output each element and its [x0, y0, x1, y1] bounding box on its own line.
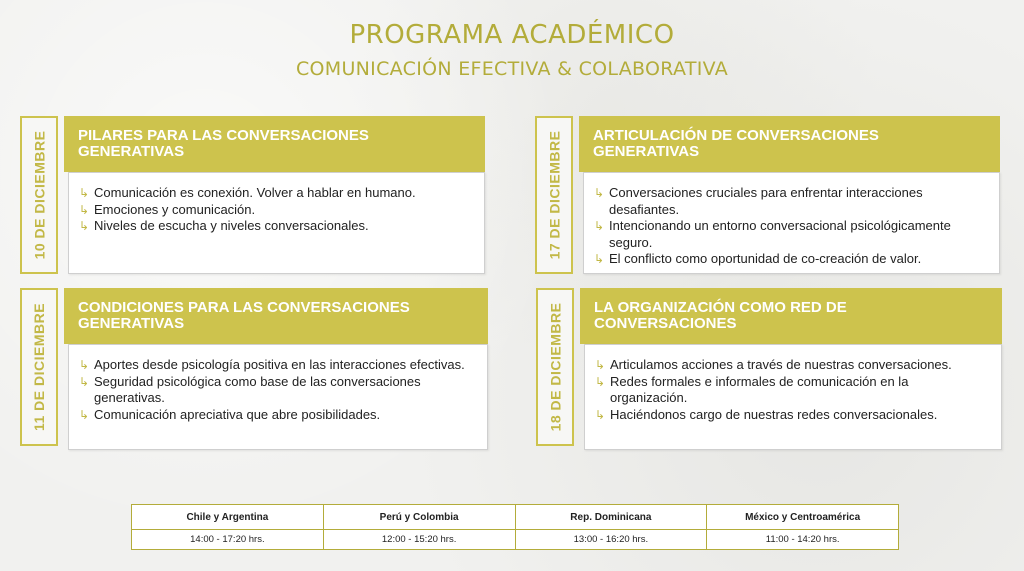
list-item	[79, 407, 473, 424]
arrow-return-icon: ↳	[594, 186, 605, 200]
list-item	[79, 185, 470, 202]
table-row	[132, 505, 899, 530]
arrow-return-icon: ↳	[594, 252, 605, 266]
module-title: CONDICIONES PARA LAS CONVERSACIONES GENERATIVAS	[64, 288, 488, 344]
module-2	[535, 116, 1000, 276]
date-label: 11 DE DICIEMBRE	[31, 302, 47, 432]
item-text: Emociones y comunicación.	[94, 201, 256, 217]
module-body	[68, 172, 485, 274]
page-subtitle: COMUNICACIÓN EFECTIVA & COLABORATIVA	[295, 58, 729, 80]
item-text: Intencionando un entorno conversacional psicológicamente seguro.	[609, 218, 951, 250]
module-3	[20, 288, 490, 450]
arrow-return-icon: ↳	[595, 358, 606, 372]
date-tab	[536, 288, 574, 446]
list-item	[594, 185, 985, 218]
time-cell: 13:00 - 16:20 hrs.	[515, 530, 707, 550]
item-text: Articulamos acciones a través de nuestras conversaciones.	[610, 357, 952, 372]
date-label: 18 DE DICIEMBRE	[547, 302, 564, 432]
item-text: Seguridad psicológica como base de las conversaciones generativas.	[94, 373, 421, 405]
date-tab	[535, 116, 573, 274]
arrow-return-icon: ↳	[594, 219, 605, 233]
date-label: 10 DE DICIEMBRE	[31, 130, 48, 260]
list-item	[595, 357, 987, 374]
country-header: Perú y Colombia	[323, 505, 515, 530]
list-item	[79, 374, 473, 407]
arrow-return-icon: ↳	[79, 358, 90, 372]
list-item	[79, 202, 470, 219]
module-1	[20, 116, 485, 276]
time-cell: 12:00 - 15:20 hrs.	[323, 530, 515, 550]
list-item	[594, 218, 985, 251]
item-text: El conflicto como oportunidad de co-creación de valor.	[609, 251, 922, 266]
country-header: Rep. Dominicana	[515, 505, 707, 530]
arrow-return-icon: ↳	[79, 219, 90, 233]
arrow-return-icon: ↳	[79, 202, 90, 217]
schedule-table	[131, 504, 899, 550]
list-item	[595, 374, 987, 407]
item-text: Comunicación es conexión. Volver a hablar en humano.	[94, 185, 416, 200]
module-body	[68, 344, 488, 450]
list-item	[594, 251, 985, 268]
arrow-return-icon: ↳	[79, 186, 90, 200]
item-text: Comunicación apreciativa que abre posibilidades.	[94, 406, 381, 422]
time-cell: 14:00 - 17:20 hrs.	[132, 530, 324, 550]
arrow-return-icon: ↳	[79, 374, 90, 389]
list-item	[79, 218, 470, 235]
module-body	[583, 172, 1000, 274]
item-text: Niveles de escucha y niveles conversacionales.	[94, 218, 369, 233]
module-title: LA ORGANIZACIÓN COMO RED DE CONVERSACIONES	[580, 288, 1002, 344]
country-header: Chile y Argentina	[132, 505, 324, 530]
module-body	[584, 344, 1002, 450]
arrow-return-icon: ↳	[595, 407, 606, 422]
country-header: México y Centroamérica	[707, 505, 899, 530]
item-text: Redes formales e informales de comunicación en la organización.	[610, 373, 909, 405]
list-item	[595, 407, 987, 424]
arrow-return-icon: ↳	[79, 407, 90, 422]
table-row	[132, 530, 899, 550]
time-cell: 11:00 - 14:20 hrs.	[707, 530, 899, 550]
item-text: Haciéndonos cargo de nuestras redes conversacionales.	[610, 406, 938, 422]
page-title: PROGRAMA ACADÉMICO	[349, 20, 675, 50]
date-tab	[20, 116, 58, 274]
module-title: ARTICULACIÓN DE CONVERSACIONES GENERATIVAS	[579, 116, 1000, 172]
date-tab	[20, 288, 58, 446]
item-text: Aportes desde psicología positiva en las interacciones efectivas.	[94, 357, 465, 372]
date-label: 17 DE DICIEMBRE	[546, 130, 563, 260]
module-4	[536, 288, 1002, 450]
item-text: Conversaciones cruciales para enfrentar interacciones desafiantes.	[609, 185, 923, 217]
list-item	[79, 357, 473, 374]
arrow-return-icon: ↳	[595, 374, 606, 389]
module-title: PILARES PARA LAS CONVERSACIONES GENERATIVAS	[64, 116, 485, 172]
